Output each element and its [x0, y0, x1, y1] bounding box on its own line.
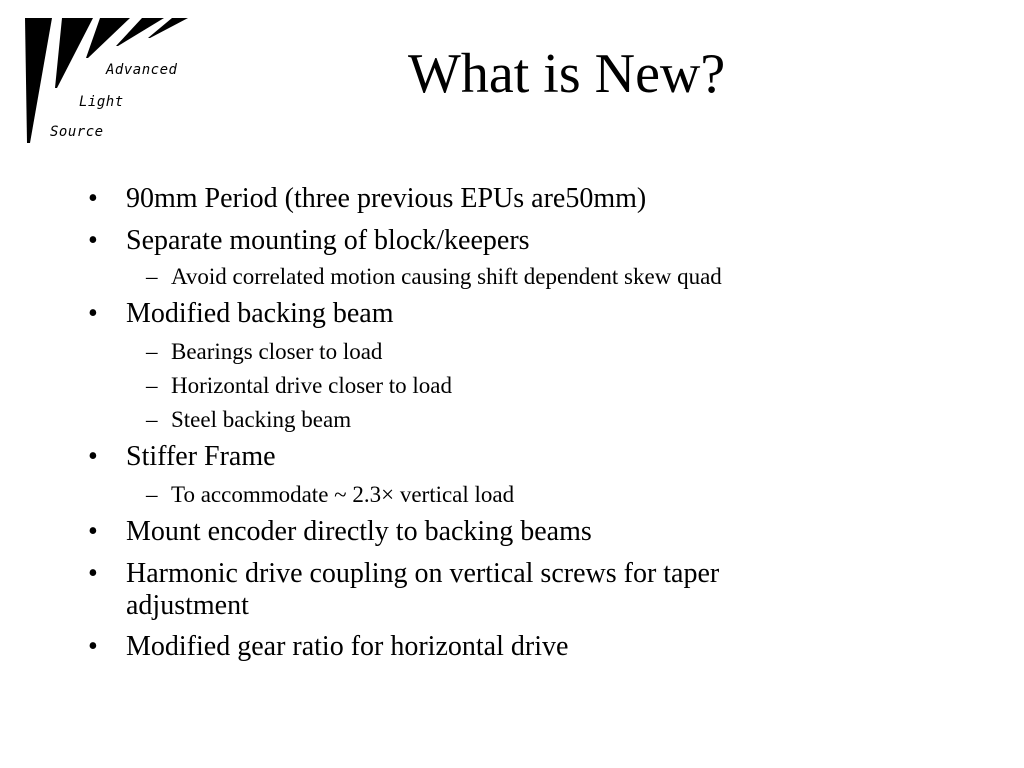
- logo-word-source: Source: [50, 124, 104, 140]
- logo-word-light: Light: [79, 94, 124, 110]
- bullet-item: [88, 631, 569, 663]
- sub-bullet-text: Steel backing beam: [171, 407, 352, 432]
- bullet-item: [88, 183, 647, 215]
- bullet-text: Modified backing beam: [126, 298, 394, 329]
- dash-marker-icon: –: [146, 373, 158, 398]
- dash-marker-icon: –: [146, 264, 158, 289]
- bullet-marker-icon: •: [88, 225, 98, 256]
- dash-marker-icon: –: [146, 407, 158, 432]
- slide-title: What is New?: [408, 43, 726, 105]
- sub-bullet-text: Bearings closer to load: [171, 339, 383, 364]
- bullet-text: Separate mounting of block/keepers: [126, 225, 530, 256]
- bullet-marker-icon: •: [88, 631, 98, 662]
- bullet-item: [88, 441, 276, 473]
- dash-marker-icon: –: [146, 482, 158, 507]
- sub-bullet-text: To accommodate ~ 2.3× vertical load: [171, 482, 515, 507]
- sub-bullet-item: [146, 263, 722, 291]
- sub-bullet-item: [146, 338, 383, 366]
- bullet-continuation: [126, 590, 249, 622]
- bullet-item: [88, 225, 530, 257]
- bullet-item: [88, 516, 592, 548]
- bullet-item: [88, 558, 720, 590]
- bullet-text: Mount encoder directly to backing beams: [126, 516, 592, 547]
- bullet-text: Harmonic drive coupling on vertical screws for taper: [126, 558, 720, 589]
- bullet-text: Modified gear ratio for horizontal drive: [126, 631, 569, 662]
- bullet-text: 90mm Period (three previous EPUs are50mm): [126, 183, 647, 214]
- sub-bullet-item: [146, 481, 515, 509]
- sub-bullet-text: Horizontal drive closer to load: [171, 373, 453, 398]
- sub-bullet-item: [146, 372, 453, 400]
- bullet-continuation-text: adjustment: [126, 590, 249, 621]
- bullet-marker-icon: •: [88, 558, 98, 589]
- bullet-marker-icon: •: [88, 516, 98, 547]
- bullet-item: [88, 298, 394, 330]
- bullet-marker-icon: •: [88, 441, 98, 472]
- bullet-marker-icon: •: [88, 298, 98, 329]
- sub-bullet-text: Avoid correlated motion causing shift dependent skew quad: [171, 264, 722, 289]
- bullet-text: Stiffer Frame: [126, 441, 276, 472]
- bullet-marker-icon: •: [88, 183, 98, 214]
- sub-bullet-item: [146, 406, 352, 434]
- logo-word-advanced: Advanced: [106, 62, 178, 78]
- dash-marker-icon: –: [146, 339, 158, 364]
